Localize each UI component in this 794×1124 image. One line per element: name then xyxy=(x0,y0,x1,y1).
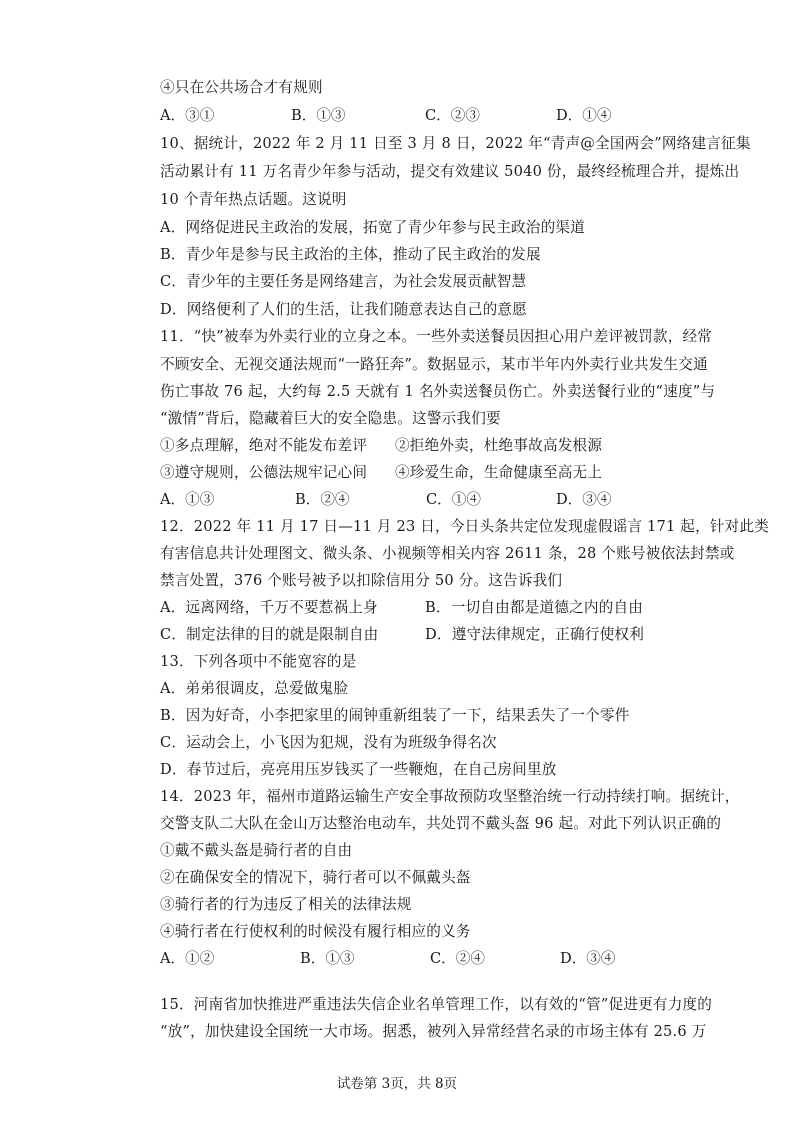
q14-stem-line: 交警支队二大队在金山万达整治电动车，共处罚不戴头盔 96 起。对此下列认识正确的 xyxy=(160,815,722,832)
q11-item-3: ③遵守规则，公德法规牢记心间 xyxy=(160,464,368,481)
q10-stem-line: 10、据统计，2022 年 2 月 11 日至 3 月 8 日，2022 年“青声@全国两会”网络建言征集 xyxy=(160,135,751,152)
q11-stem-line: 11．“快”被奉为外卖行业的立身之本。一些外卖送餐员因担心用户差评被罚款，经常 xyxy=(160,328,713,345)
q12-option-b: B．一切自由都是道德之内的自由 xyxy=(425,599,644,616)
q11-option-c: C．①④ xyxy=(426,491,481,508)
q12-option-c: C．制定法律的目的就是限制自由 xyxy=(160,626,379,643)
q11-option-b: B．②④ xyxy=(295,491,350,508)
q14-item-4: ④骑行者在行使权利的时候没有履行相应的义务 xyxy=(160,923,471,940)
q9-option-a: A．③① xyxy=(160,107,215,124)
q9-option-b: B．①③ xyxy=(291,107,346,124)
q14-item-3: ③骑行者的行为违反了相关的法律法规 xyxy=(160,896,412,913)
q11-stem-line: 不顾安全、无视交通法规而“一路狂奔”。数据显示，某市半年内外卖行业共发生交通 xyxy=(160,356,708,373)
q10-option-d: D．网络便利了人们的生活，让我们随意表达自己的意愿 xyxy=(160,301,527,318)
q14-option-d: D．③④ xyxy=(560,950,616,967)
q14-stem-line: 14．2023 年，福州市道路运输生产安全事故预防攻坚整治统一行动持续打响。据统计， xyxy=(160,788,740,805)
q14-option-b: B．①③ xyxy=(300,950,355,967)
q13-option-d: D．春节过后，亮亮用压岁钱买了一些鞭炮，在自己房间里放 xyxy=(160,761,557,778)
q12-option-d: D．遵守法律规定，正确行使权利 xyxy=(425,626,645,643)
q10-option-c: C．青少年的主要任务是网络建言，为社会发展贡献智慧 xyxy=(160,273,527,290)
q12-stem-line: 禁言处置，376 个账号被予以扣除信用分 50 分。这告诉我们 xyxy=(160,572,563,589)
q13-option-b: B．因为好奇，小李把家里的闹钟重新组装了一下，结果丢失了一个零件 xyxy=(160,707,630,724)
q11-option-d: D．③④ xyxy=(556,491,612,508)
q9-item-4: ④只在公共场合才有规则 xyxy=(160,79,323,96)
q12-option-a: A．远离网络，千万不要惹祸上身 xyxy=(160,599,378,616)
q14-option-a: A．①② xyxy=(160,950,215,967)
q13-option-a: A．弟弟很调皮，总爱做鬼脸 xyxy=(160,680,349,697)
q11-stem-line: 伤亡事故 76 起，大约每 2.5 天就有 1 名外卖送餐员伤亡。外卖送餐行业的“速度”与 xyxy=(160,383,716,400)
q13-option-c: C．运动会上，小飞因为犯规，没有为班级争得名次 xyxy=(160,734,497,751)
q9-option-d: D．①④ xyxy=(556,107,612,124)
q11-item-1: ①多点理解，绝对不能发布差评 xyxy=(160,437,368,454)
q11-item-2: ②拒绝外卖，杜绝事故高发根源 xyxy=(395,437,603,454)
q14-option-c: C．②④ xyxy=(430,950,485,967)
q12-stem-line: 12．2022 年 11 月 17 日—11 月 23 日，今日头条共定位发现虚假谣言 171 起，针对此类 xyxy=(160,518,770,535)
q9-option-c: C．②③ xyxy=(425,107,480,124)
q14-item-1: ①戴不戴头盔是骑行者的自由 xyxy=(160,842,353,859)
q10-option-a: A．网络促进民主政治的发展，拓宽了青少年参与民主政治的渠道 xyxy=(160,219,585,236)
q10-stem-line: 10 个青年热点话题。这说明 xyxy=(160,191,347,208)
q10-option-b: B．青少年是参与民主政治的主体，推动了民主政治的发展 xyxy=(160,246,541,263)
q11-stem-line: “激情”背后，隐藏着巨大的安全隐患。这警示我们要 xyxy=(160,410,501,427)
q11-item-4: ④珍爱生命，生命健康至高无上 xyxy=(395,464,603,481)
q14-item-2: ②在确保安全的情况下，骑行者可以不佩戴头盔 xyxy=(160,869,471,886)
q15-stem-line: 15．河南省加快推进严重违法失信企业名单管理工作，以有效的“管”促进更有力度的 xyxy=(160,996,713,1013)
q12-stem-line: 有害信息共计处理图文、微头条、小视频等相关内容 2611 条，28 个账号被依法封禁或 xyxy=(160,545,735,562)
q15-stem-line: “放”，加快建设全国统一大市场。据悉，被列入异常经营名录的市场主体有 25.6 万 xyxy=(160,1023,707,1040)
q10-stem-line: 活动累计有 11 万名青少年参与活动，提交有效建议 5040 份，最终经梳理合并，提炼出 xyxy=(160,163,740,180)
q13-stem: 13．下列各项中不能宽容的是 xyxy=(160,653,357,670)
page-footer: 试卷第 3页，共 8页 xyxy=(336,1076,458,1092)
q11-option-a: A．①③ xyxy=(160,491,215,508)
